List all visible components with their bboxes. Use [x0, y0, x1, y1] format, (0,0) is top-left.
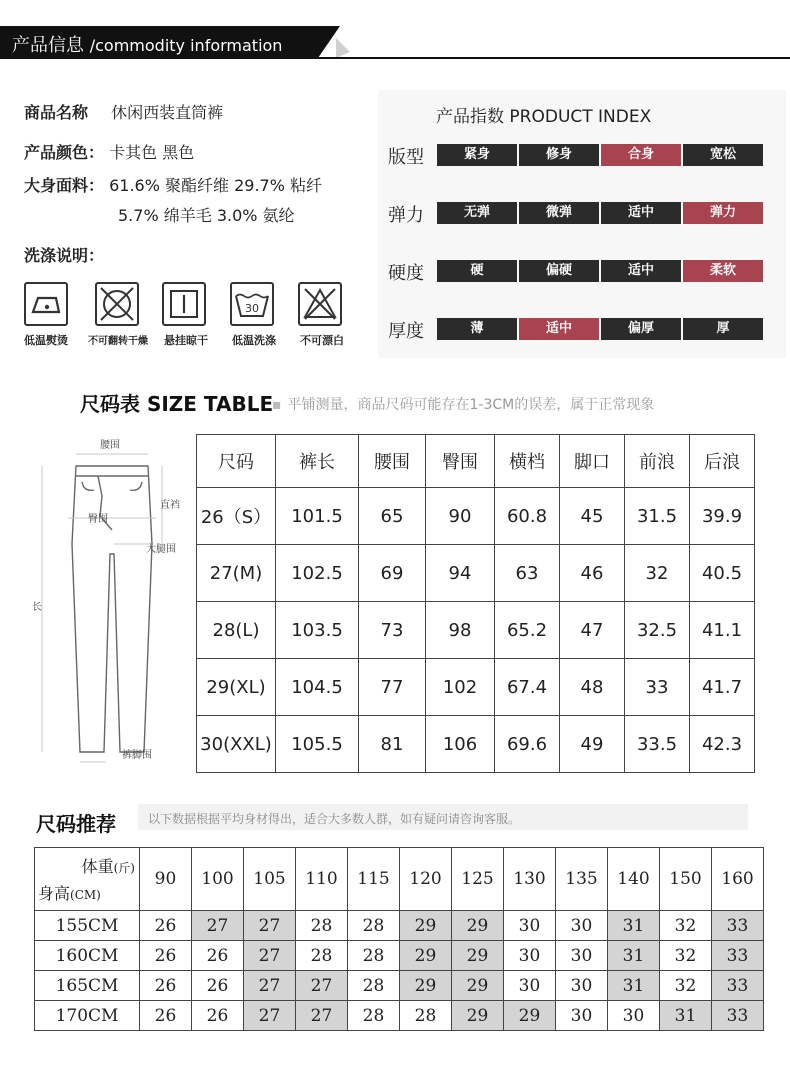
- index-option-selected: 柔软: [683, 260, 763, 282]
- wash-30-icon: [230, 282, 274, 326]
- recommend-size-cell: 29: [504, 1001, 556, 1031]
- recommend-size-cell: 28: [348, 971, 400, 1001]
- care-label-tumble: 不可翻转干燥: [88, 336, 148, 347]
- size-cell: 104.5: [276, 659, 359, 716]
- recommend-size-cell: 32: [660, 971, 712, 1001]
- recommend-size-cell: 27: [244, 1001, 296, 1031]
- size-cell: 90: [426, 488, 495, 545]
- recommend-size-cell: 30: [556, 1001, 608, 1031]
- size-cell: 49: [560, 716, 625, 773]
- size-header-cell: 后浪: [690, 435, 755, 488]
- height-cell: 155CM: [35, 911, 140, 941]
- recommend-note: 以下数据根据平均身材得出，适合大多数人群，如有疑问请咨询客服。: [148, 812, 521, 826]
- size-cell: 77: [359, 659, 426, 716]
- size-cell: 46: [560, 545, 625, 602]
- size-cell: 69: [359, 545, 426, 602]
- recommend-size-cell: 26: [140, 941, 192, 971]
- product-fabric-line1: 61.6% 聚酯纤维 29.7% 粘纤: [109, 176, 323, 195]
- index-option: 厚: [683, 318, 763, 340]
- care-label-iron: 低温熨烫: [24, 334, 68, 347]
- index-row-label: 弹力: [388, 205, 424, 226]
- size-cell: 67.4: [495, 659, 560, 716]
- index-row-label: 版型: [388, 147, 424, 168]
- recommend-size-cell: 28: [348, 1001, 400, 1031]
- table-row: [35, 971, 764, 1001]
- recommend-size-cell: 26: [140, 911, 192, 941]
- size-cell: 32.5: [625, 602, 690, 659]
- size-cell: 42.3: [690, 716, 755, 773]
- size-cell: 106: [426, 716, 495, 773]
- section-title-en: /commodity information: [89, 36, 283, 55]
- size-table-note-text: 平铺测量，商品尺码可能存在1-3CM的误差，属于正常现象: [287, 397, 655, 413]
- recommend-title: 尺码推荐: [36, 812, 116, 836]
- diagram-hem-label: 裤脚围: [122, 750, 152, 761]
- low-temperature-iron-icon: [24, 282, 68, 326]
- size-header-cell: 臀围: [426, 435, 495, 488]
- diagram-rise-label: 直裆: [160, 500, 180, 511]
- recommend-size-cell: 31: [608, 971, 660, 1001]
- index-row-label: 硬度: [388, 263, 424, 284]
- weight-cell: 90: [140, 848, 192, 911]
- hang-dry-icon: [162, 282, 206, 326]
- size-cell: 101.5: [276, 488, 359, 545]
- size-cell: 31.5: [625, 488, 690, 545]
- recommend-size-cell: 26: [192, 1001, 244, 1031]
- diagram-length-label: 长: [32, 602, 42, 613]
- size-header-cell: 横档: [495, 435, 560, 488]
- size-header-cell: 裤长: [276, 435, 359, 488]
- care-label-hang: 悬挂晾干: [164, 334, 208, 347]
- table-row: [35, 911, 764, 941]
- size-cell: 41.1: [690, 602, 755, 659]
- table-row: [35, 1001, 764, 1031]
- size-cell: 94: [426, 545, 495, 602]
- index-option: 无弹: [437, 202, 517, 224]
- size-cell: 81: [359, 716, 426, 773]
- size-cell: 41.7: [690, 659, 755, 716]
- index-option: 偏硬: [519, 260, 599, 282]
- product-name: [24, 100, 223, 123]
- size-table-title: 尺码表 SIZE TABLE: [80, 392, 274, 416]
- index-option: 适中: [601, 260, 681, 282]
- table-row: [197, 545, 755, 602]
- recommend-size-cell: 33: [712, 971, 764, 1001]
- product-color: [24, 140, 194, 163]
- size-cell: 33.5: [625, 716, 690, 773]
- size-cell: 32: [625, 545, 690, 602]
- recommend-size-cell: 26: [192, 971, 244, 1001]
- weight-cell: 125: [452, 848, 504, 911]
- table-row: [197, 716, 755, 773]
- product-fabric-label: 大身面料：: [24, 176, 105, 195]
- recommend-size-cell: 29: [400, 911, 452, 941]
- size-cell: 63: [495, 545, 560, 602]
- no-tumble-dry-icon: [95, 282, 139, 326]
- table-row: [197, 659, 755, 716]
- recommend-size-cell: 28: [348, 941, 400, 971]
- header-decoration: [336, 38, 350, 58]
- no-bleach-icon: [298, 282, 342, 326]
- recommend-size-cell: 30: [608, 1001, 660, 1031]
- recommend-header: [35, 848, 764, 911]
- recommend-table: [34, 847, 764, 1031]
- recommend-size-cell: 31: [608, 911, 660, 941]
- recommend-size-cell: 30: [504, 971, 556, 1001]
- height-unit: (CM): [70, 888, 101, 902]
- index-option-selected: 适中: [519, 318, 599, 340]
- weight-cell: 100: [192, 848, 244, 911]
- recommend-size-cell: 33: [712, 1001, 764, 1031]
- recommend-size-cell: 27: [192, 911, 244, 941]
- index-row-label: 厚度: [388, 321, 424, 342]
- size-table: [196, 434, 755, 773]
- product-fabric: [24, 173, 322, 196]
- index-option: 硬: [437, 260, 517, 282]
- recommend-size-cell: 32: [660, 941, 712, 971]
- product-fabric-line2: 5.7% 绵羊毛 3.0% 氨纶: [118, 206, 295, 225]
- corner-labels: [35, 848, 139, 910]
- size-cell: 102.5: [276, 545, 359, 602]
- section-title: [12, 31, 282, 57]
- table-row: [35, 941, 764, 971]
- size-cell: 30(XXL): [197, 716, 276, 773]
- recommend-size-cell: 29: [400, 971, 452, 1001]
- size-cell: 103.5: [276, 602, 359, 659]
- size-cell: 40.5: [690, 545, 755, 602]
- diagram-waist-label: 腰围: [100, 440, 120, 451]
- product-color-label: 产品颜色：: [24, 143, 105, 162]
- recommend-size-cell: 29: [400, 941, 452, 971]
- diagram-thigh-label: 大腿围: [146, 544, 176, 555]
- size-table-note: [272, 394, 654, 414]
- recommend-size-cell: 30: [504, 941, 556, 971]
- wash-label: 洗涤说明：: [24, 246, 105, 265]
- recommend-size-cell: 29: [452, 911, 504, 941]
- recommend-size-cell: 26: [192, 941, 244, 971]
- weight-cell: 110: [296, 848, 348, 911]
- recommend-size-cell: 26: [140, 1001, 192, 1031]
- recommend-size-cell: 29: [452, 971, 504, 1001]
- size-cell: 60.8: [495, 488, 560, 545]
- index-option: 薄: [437, 318, 517, 340]
- weight-unit: (斤): [113, 861, 135, 875]
- care-label-bleach: 不可漂白: [300, 334, 344, 347]
- wash-temperature: 30: [245, 302, 259, 315]
- index-option: 紧身: [437, 144, 517, 166]
- recommend-size-cell: 27: [244, 941, 296, 971]
- product-name-value: 休闲西装直筒裤: [111, 103, 224, 122]
- weight-cell: 135: [556, 848, 608, 911]
- height-cell: 170CM: [35, 1001, 140, 1031]
- recommend-size-cell: 28: [348, 911, 400, 941]
- size-header-cell: 尺码: [197, 435, 276, 488]
- table-row: [197, 488, 755, 545]
- recommend-size-cell: 33: [712, 911, 764, 941]
- size-cell: 28(L): [197, 602, 276, 659]
- size-cell: 48: [560, 659, 625, 716]
- recommend-size-cell: 26: [140, 971, 192, 1001]
- index-option: 适中: [601, 202, 681, 224]
- recommend-size-cell: 31: [660, 1001, 712, 1031]
- height-label-text: 身高: [38, 884, 71, 903]
- pants-diagram: [24, 434, 194, 778]
- size-table-header: [197, 435, 755, 488]
- height-cell: 165CM: [35, 971, 140, 1001]
- recommend-size-cell: 27: [244, 971, 296, 1001]
- product-name-label: 商品名称: [24, 103, 89, 122]
- weight-cell: 150: [660, 848, 712, 911]
- weight-cell: 105: [244, 848, 296, 911]
- index-option: 修身: [519, 144, 599, 166]
- product-color-value: 卡其色 黑色: [109, 143, 195, 162]
- recommend-size-cell: 32: [660, 911, 712, 941]
- recommend-size-cell: 28: [400, 1001, 452, 1031]
- size-header-cell: 腰围: [359, 435, 426, 488]
- height-cell: 160CM: [35, 941, 140, 971]
- size-cell: 26（S）: [197, 488, 276, 545]
- weight-cell: 115: [348, 848, 400, 911]
- size-cell: 73: [359, 602, 426, 659]
- size-cell: 45: [560, 488, 625, 545]
- size-cell: 98: [426, 602, 495, 659]
- size-cell: 65: [359, 488, 426, 545]
- recommend-size-cell: 30: [556, 971, 608, 1001]
- bullet-icon: ▪: [272, 397, 282, 413]
- height-label: [38, 881, 101, 904]
- recommend-size-cell: 30: [504, 911, 556, 941]
- recommend-size-cell: 30: [556, 941, 608, 971]
- weight-cell: 160: [712, 848, 764, 911]
- size-cell: 69.6: [495, 716, 560, 773]
- weight-cell: 120: [400, 848, 452, 911]
- header-underline: [0, 57, 790, 59]
- size-cell: 102: [426, 659, 495, 716]
- recommend-size-cell: 29: [452, 1001, 504, 1031]
- recommend-size-cell: 30: [556, 911, 608, 941]
- index-option-selected: 合身: [601, 144, 681, 166]
- weight-label-text: 体重: [81, 857, 114, 876]
- product-index-title: 产品指数 PRODUCT INDEX: [436, 107, 652, 127]
- index-option: 偏厚: [601, 318, 681, 340]
- weight-cell: 140: [608, 848, 660, 911]
- recommend-size-cell: 29: [452, 941, 504, 971]
- size-cell: 29(XL): [197, 659, 276, 716]
- size-cell: 65.2: [495, 602, 560, 659]
- recommend-size-cell: 27: [296, 1001, 348, 1031]
- recommend-size-cell: 27: [244, 911, 296, 941]
- recommend-size-cell: 27: [296, 971, 348, 1001]
- size-cell: 39.9: [690, 488, 755, 545]
- index-option: 微弹: [519, 202, 599, 224]
- size-cell: 27(M): [197, 545, 276, 602]
- size-header-cell: 前浪: [625, 435, 690, 488]
- recommend-corner: [35, 848, 140, 911]
- weight-cell: 130: [504, 848, 556, 911]
- diagram-hip-label: 臀围: [88, 514, 108, 525]
- size-cell: 105.5: [276, 716, 359, 773]
- recommend-size-cell: 33: [712, 941, 764, 971]
- care-label-wash: 低温洗涤: [232, 334, 276, 347]
- table-row: [197, 602, 755, 659]
- size-header-cell: 脚口: [560, 435, 625, 488]
- recommend-size-cell: 28: [296, 911, 348, 941]
- index-option-selected: 弹力: [683, 202, 763, 224]
- recommend-size-cell: 28: [296, 941, 348, 971]
- size-cell: 47: [560, 602, 625, 659]
- section-title-cn: 产品信息: [12, 35, 84, 56]
- size-cell: 33: [625, 659, 690, 716]
- weight-label: [82, 854, 135, 877]
- recommend-size-cell: 31: [608, 941, 660, 971]
- index-option: 宽松: [683, 144, 763, 166]
